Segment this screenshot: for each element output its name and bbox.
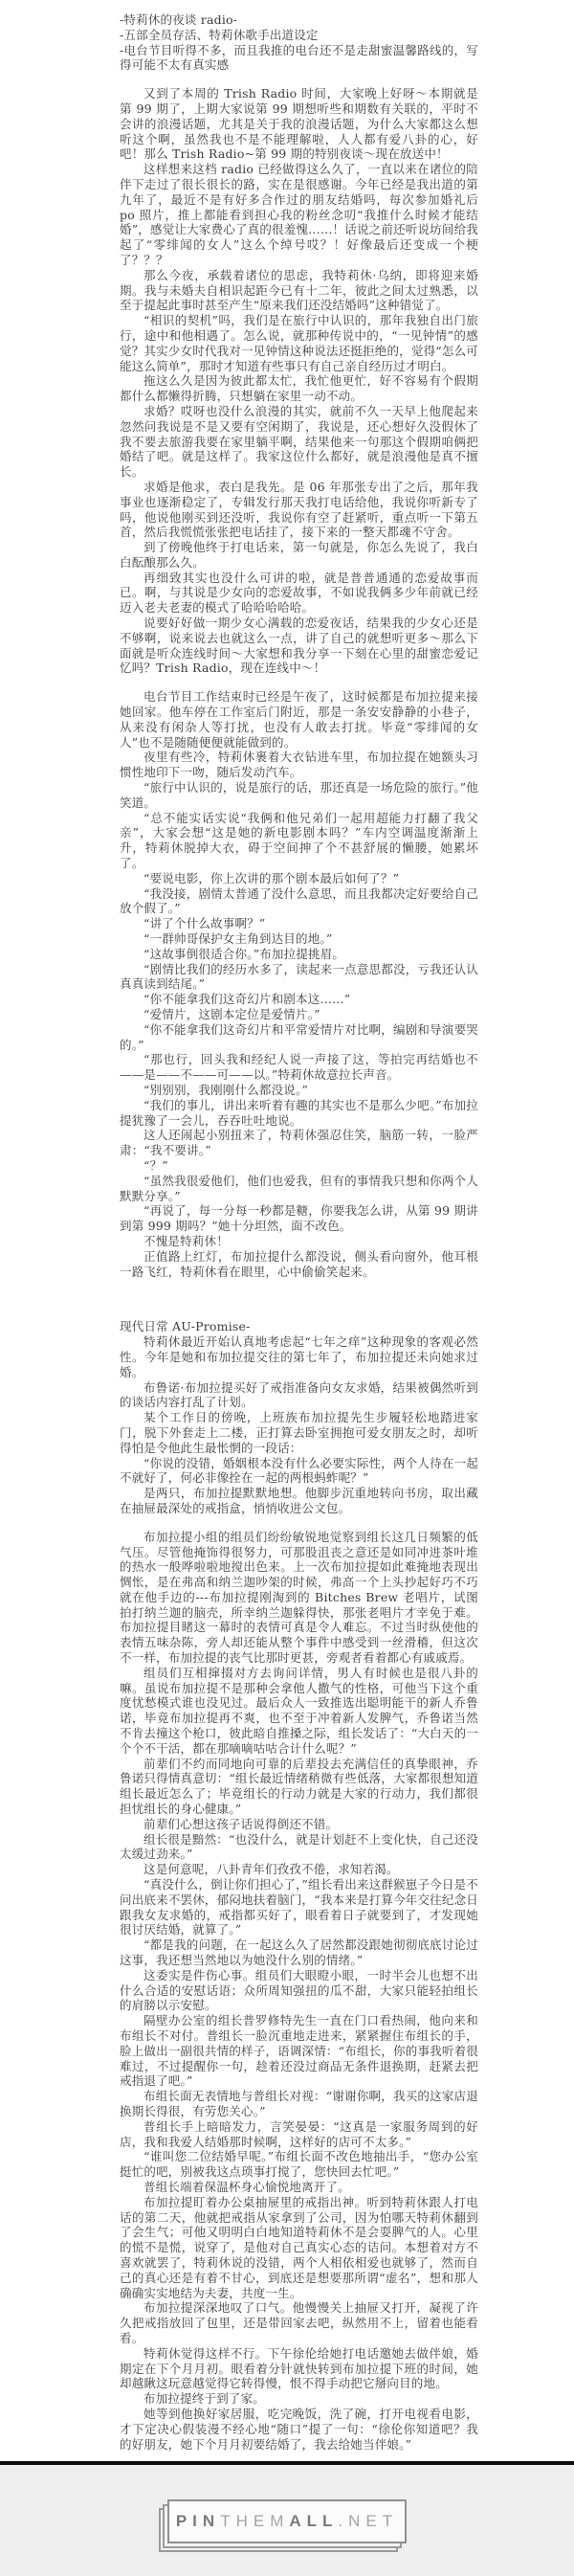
story-paragraph: 正值路上红灯，布加拉提什么都没说，侧头看向窗外，他耳根一路飞红，特莉休看在眼里，心中偷偷笑起来。	[120, 1248, 478, 1279]
story-paragraph: 某个工作日的傍晚，上班族布加拉提先生步履轻松地踏进家门，脱下外套走上二楼，正打算去卧室拥抱可爱女朋友之时，却听得怕是令他此生最怅惘的一段话：	[120, 1410, 478, 1455]
story-paragraph: “剧情比我们的经历水多了，读起来一点意思都没，亏我还认认真真读到结尾。”	[120, 961, 478, 992]
paragraph-gap	[120, 1306, 478, 1319]
story-paragraph: “要说电影，你上次讲的那个剧本最后如何了？”	[144, 870, 400, 885]
paragraph-gap	[120, 676, 478, 689]
story-paragraph: “我没接，剧情太普通了没什么意思，而且我都决定好要给自己放个假了。”	[120, 885, 478, 916]
story-paragraph: 特莉休觉得这样不行。下午徐伦给她打电话邀她去做伴娘，婚期定在下个月月初。眼看着分针就快转到布加拉提下班的时间，她却越瞅这玩意越觉得它转得慢，恨不得手动把它掰向目的地。	[120, 2345, 478, 2391]
story-paragraph: “爱情片，这剧本定位是爱情片。”	[144, 1007, 320, 1021]
story-paragraph: 电台节目工作结束时已经是午夜了，这时候都是布加拉提来接她回家。他车停在工作室后门附近，那是一条安安静静的小巷子，从来没有闲杂人等打扰，也没有人敢去打扰。毕竟“零绯闻的女人”也不是随随便便就能做到的。	[120, 689, 478, 750]
story-paragraph: 这委实是件伤心事。组员们大眼瞪小眼，一时半会儿也想不出什么合适的安慰话语；众所周知强扭的瓜不甜，大家只能轻拍组长的肩膀以示安慰。	[120, 1967, 478, 2013]
story-paragraph: “一群帅哥保护女主角到达目的地。”	[144, 931, 333, 947]
story-paragraph: 前辈们不约而同地向可靠的后辈投去充满信任的真挚眼神，乔鲁诺只得情真意切：“组长最近情绪稍微有些低落，大家都很想知道组长最近怎么了；毕竟组长的行动力就是大家的行动力，我们都很担忧组长的身心健康。”	[120, 1756, 478, 1817]
story-paragraph: 夜里有些冷，特莉休裹着大衣钻进车里，布加拉提在她额头习惯性地印下一吻，随后发动汽车。	[120, 750, 478, 780]
story-paragraph: “别别别，我刚刚什么都没说。”	[144, 1082, 309, 1097]
pinthemall-logo[interactable]	[167, 2499, 407, 2543]
story-paragraph: 这是何意呢，八卦青年们孜孜不倦，求知若渴。	[144, 1862, 399, 1877]
story-paragraph: 拖这么久是因为彼此都太忙，我忙他更忙，好不容易有个假期都什么都懒得折腾，只想躺在家里一动不动。	[120, 373, 478, 404]
paragraph-gap	[120, 1279, 478, 1292]
story-paragraph: “讲了个什么故事啊？”	[144, 916, 266, 931]
story-paragraph: 再细致其实也没什么可讲的啦，就是普普通通的恋爱故事而已。啊，与其说是少女向的恋爱故事，不如说我俩多少年前就已经迈入老夫老妻的模式了哈哈哈哈哈。	[120, 570, 478, 616]
story-paragraph: 隔壁办公室的组长普罗修特先生一直在门口看热闹，他向来和布组长不对付。普组长一脸沉重地走进来，紧紧握住布组长的手，脸上做出一副很共情的样子，语调深情：“布组长，你的事我听着很难过，不过提醒你一句，趁着还没过商品无条件退换期，赶紧去把戒指退了吧。”	[120, 2013, 478, 2089]
story-paragraph: “都是我的问题，在一起这么久了居然都没跟她彻彻底底讨论过这事，我还想当然地以为她没什么别的情绪。”	[120, 1938, 478, 1968]
story-paragraph: 布加拉提终于到了家。	[144, 2391, 266, 2407]
pinthemall-footer	[0, 2465, 574, 2576]
pinthemall-logo-box[interactable]	[167, 2499, 407, 2543]
logo-text-all: ALL	[289, 2512, 339, 2531]
story-paragraph: 这样想来这档 radio 已经做得这么久了，一直以来在诸位的陪伴下走过了很长很长的路，实在是很感谢。今年已经是我出道的第九年了，最近不是有好多合作过的朋友结婚吗，每次参加婚礼后 po 照片，推上都能看到担心我的粉丝念叨“我推什么时候才能结婚”，感觉让大家费心了真的很羞愧……！话说之前还听说坊间给我起了“零绯闻的女人”这么个绰号哎？！好像最后还变成一个梗了？？？	[120, 162, 478, 267]
story-paragraph: “总不能实话实说“我俩和他兄弟们一起用超能力打翻了我父亲”，大家会想“这是她的新电影剧本吗？”车内空调温度渐渐上升，特莉休脱掉大衣，碍于空间抻了个不甚舒展的懒腰，她累坏了。	[120, 810, 478, 871]
story-paragraph: 普组长端着保温杯身心愉悦地离开了。	[144, 2179, 350, 2194]
paragraph-gap	[120, 1292, 478, 1306]
story-paragraph: “你不能拿我们这奇幻片和剧本这……”	[144, 992, 351, 1007]
paragraph-gap	[120, 1516, 478, 1530]
story-paragraph: 布加拉提小组的组员们纷纷敏锐地觉察到组长这几日频繁的低气压。尽管他掩饰得很努力，可那股沮丧之意还是如同冲进茶叶堆的热水一般哗啦啦地搅出色来。上一次布加拉提如此难掩地表现出惆怅，是在弗高和纳兰迦吵架的时候，弗高一个上头抄起好巧不巧就在他手边的---布加拉提刚淘到的 Bitches Brew 老唱片，试图拍打纳兰迦的脑壳，所幸纳兰迦躲得快，那张老唱片才幸免于难。布加拉提目睹这一幕时的表情可真是令人难忘。不过当时纵使他的表情五味杂陈，旁人却还能从整个事件中感受到一丝滑稽，但这次不一样，布加拉提的丧气比那时更甚，旁观者看着都心有戚戚焉。	[120, 1529, 478, 1666]
story-paragraph: “你不能拿我们这奇幻片和平常爱情片对比啊，编剧和导演要哭的。”	[120, 1021, 478, 1052]
story-paragraph: 是两只，布加拉提默默地想。他脚步沉重地转向书房，取出藏在抽屉最深处的戒指盒，悄悄收进公文包。	[120, 1486, 478, 1515]
logo-text-pin: PIN	[175, 2512, 221, 2531]
story-paragraph: 说要好好做一期少女心满载的恋爱夜话，结果我的少女心还是不够啊，说来说去也就这么一点，讲了自己的就想听更多～那么下面就是听众连线时间～大家想和我分享一下刻在心里的甜蜜恋爱记忆吗？Trish Radio，现在连线中～！	[120, 616, 478, 676]
paragraph-gap	[120, 73, 478, 86]
story-paragraph: “旅行中认识的，说是旅行的话，那还真是一场危险的旅行。”他笑道。	[120, 780, 478, 810]
story-paragraph: “那也行，回头我和经纪人说一声接了这，等拍完再结婚也不——是——不——可——以。”特莉休故意拉长声音。	[120, 1052, 478, 1083]
story-paragraph: 求婚？哎呀也没什么浪漫的其实，就前不久一天早上他爬起来忽然问我说是不是又要有空闲期了，我说是，还心想好久没假休了我不要去旅游我要在家里躺平啊，结果他来一句那这个假期咱俩把婚结了吧。就是这样了。我家这位什么都好，就是浪漫他是真不擅长。	[120, 403, 478, 480]
story-paragraph: 那么今夜，承载着诸位的思虑，我特莉休·乌纳，即将迎来婚期。我与未婚夫自相识起距今已有十二年，彼此之间太过熟悉，以至于提起此事时甚至产生“原来我们还没结婚吗”这种错觉了。	[120, 267, 478, 313]
story-paragraph: 前辈们心想这孩子话说得倒还不错。	[144, 1816, 339, 1831]
story-paragraph: “这故事倒很适合你。”布加拉提挑眉。	[144, 946, 345, 961]
story-paragraph: 布加拉提盯着办公桌抽屉里的戒指出神。听到特莉休跟人打电话的第二天，他就把戒指从家拿到了公司，因为怕哪天特莉休翻到了会生气；可他又明明白白地知道特莉休不是会耍脾气的人。心里的慌不是慌，说穿了，是他对自己真实心态的诘问。本想着对方不喜欢就罢了，特莉休说的没错，两个人相依相爱也就够了，然而自己的真心还是有着不甘心，到底还是想要那所谓“虚名”，想和那人确确实实地结为夫妻，共度一生。	[120, 2194, 478, 2300]
story-paragraph: “谁叫您二位结婚早呢。”布组长面不改色地抽出手，“您办公室挺忙的吧，别被我这点琐事打搅了，您快回去忙吧。”	[120, 2149, 478, 2180]
section-heading: 现代日常 AU-Promise-	[120, 1319, 251, 1334]
story-paragraph: 到了傍晚他终于打电话来，第一句就是，你怎么先说了，我白白酝酿那么久。	[120, 540, 478, 570]
story-paragraph: 布加拉提深深地叹了口气。他慢慢关上抽屉又打开，凝视了许久把戒指放回了包里，还是带回家去吧，纵然用不上，留着也能看看。	[120, 2300, 478, 2345]
story-paragraph: “真没什么，倒让你们担心了，”组长看出来这群猴崽子今日是不问出底来不罢休，郁闷地扶着脑门，“我本来是打算今年交往纪念日跟我女友求婚的，戒指都买好了，眼看着日子就要到了，才发现她很讨厌结婚，就算了。”	[120, 1877, 478, 1938]
author-note-line: -特莉休的夜谈 radio-	[120, 12, 238, 27]
story-paragraph: 组员们互相撺掇对方去询问详情，男人有时候也是很八卦的嘛。虽说布加拉提不是那种会拿他人撒气的性格，可他当下这个重度忧愁模式谁也没见过。最后众人一致推选出聪明能干的新人乔鲁诺，毕竟布加拉提再不爽，也不至于冲着新人发脾气，乔鲁诺当然不肯去撞这个枪口，彼此暗自推搡之际，组长发话了：“大白天的一个个不干活，都在那嘀嘀咕咕合计什么呢？”	[120, 1665, 478, 1756]
story-paragraph: 她等到他换好家居服，吃完晚饭，洗了碗，打开电视看电影，才下定决心假装漫不经心地“随口”提了一句：“徐伦你知道吧？我的好朋友，她下个月月初要结婚了，我去给她当伴娘。”	[120, 2406, 478, 2452]
story-paragraph: 组长很是黯然：“也没什么，就是计划赶不上变化快，自己还没太缓过劲来。”	[120, 1831, 478, 1862]
story-paragraph: “再说了，每一分每一秒都是糖，你要我怎么讲，从第 99 期讲到第 999 期吗？”她十分坦然，面不改色。	[120, 1203, 478, 1234]
story-paragraph: 这人还闹起小别扭来了，特莉休强忍住笑，脑筋一转，一脸严肃：“我不要讲。”	[120, 1128, 478, 1158]
story-paragraph: 普组长手上暗暗发力，言笑晏晏：“这真是一家服务周到的好店，我和我爱人结婚那时候啊，这样好的店可不太多。”	[120, 2118, 478, 2149]
story-paragraph: 不愧是特莉休！	[144, 1233, 229, 1248]
author-note-line: -电台节目听得不多，而且我推的电台还不是走甜蜜温馨路线的，写得可能不太有真实感	[120, 42, 478, 73]
logo-text-net: .NET	[338, 2512, 399, 2531]
story-paragraph: 又到了本周的 Trish Radio 时间，大家晚上好呀～本期就是第 99 期了，上期大家说第 99 期想听些和期数有关联的，平时不会讲的浪漫话题，尤其是关于我的浪漫话题，为什么大家都这么想听这个啊，虽然我也不是不能理解啦，人人都有爱八卦的心，好吧！那么 Trish Radio~第 99 期的特别夜谈～现在放送中！	[120, 86, 478, 162]
story-paragraph: 布鲁诺·布加拉提买好了戒指准备向女友求婚，结果被偶然听到的谈话内容打乱了计划。	[120, 1379, 478, 1410]
story-paragraph: “虽然我很爱他们，他们也爱我，但有的事情我只想和你两个人默默分享。”	[120, 1173, 478, 1203]
story-paragraph: “相识的契机”吗，我们是在旅行中认识的，那年我独自出门旅行，途中和他相遇了。怎么说，就那种传说中的，“一见钟情”的感觉？其实少女时代我对一见钟情这种说法还挺拒绝的，觉得“怎么可能这么简单”，那时才知道有些事只有自己亲自经历过才明白。	[120, 313, 478, 373]
story-paragraph: 求婚是他求，表白是我先。是 06 年那张专出了之后，那年我事业也逐渐稳定了，专辑发行那天我打电话给他，我说你听新专了吗，他说他刚买到还没听，我说你有空了赶紧听，重点听一下第五首，然后我慌慌张张把电话挂了，接下来的一整天都魂不守舍。	[120, 479, 478, 540]
story-paragraph: “你说的没错，婚姻根本没有什么必要实际性，两个人待在一起不就好了，何必非像拴在一起的两根蚂蚱呢？”	[120, 1455, 478, 1486]
story-paragraph: 布组长面无表情地与普组长对视：“谢谢你啊，我买的这家店退换期长得很，有劳您关心。”	[120, 2089, 478, 2118]
story-paragraph: 特莉休最近开始认真地考虑起“七年之痒”这种现象的客观必然性。今年是她和布加拉提交往的第七年了，布加拉提还未向她求过婚。	[120, 1334, 478, 1379]
story-paragraph: “我们的事儿，讲出来听着有趣的其实也不是那么少吧。”布加拉提犹豫了一会儿，吞吞吐吐地说。	[120, 1097, 478, 1128]
author-note-line: -五部全员存活、特莉休歌手出道设定	[120, 27, 319, 42]
logo-text-them: THEM	[220, 2512, 290, 2531]
story-paragraph: “？”	[144, 1157, 168, 1173]
